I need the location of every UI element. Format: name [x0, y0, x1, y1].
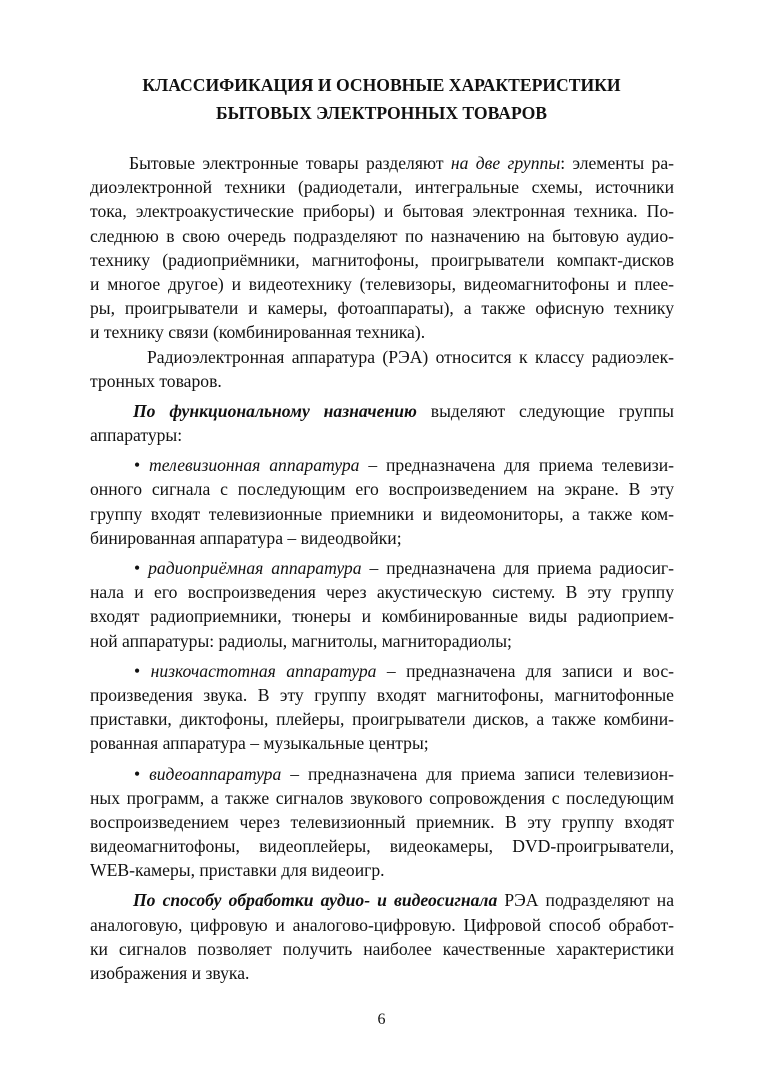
paragraph-signal-processing: [90, 888, 674, 985]
bullet-icon: •: [134, 455, 141, 476]
text-line: • видеоаппаратура – предназначена для приема записи телевизион-: [134, 763, 674, 784]
text-line: изображения и звука.: [90, 963, 250, 983]
term: низкочастотная аппаратура: [150, 660, 377, 681]
term: видеоаппаратура: [149, 763, 282, 784]
list-item: [90, 659, 674, 756]
emphasis: на две группы: [450, 153, 561, 173]
text-line: • низкочастотная аппаратура – предназначена для записи и вос-: [134, 660, 674, 681]
bullet-icon: •: [134, 660, 141, 681]
text-line: бинированная аппаратура – видеодвойки;: [90, 527, 402, 548]
page-title: [90, 71, 673, 127]
text-line: По функциональному назначению выделяют следующие группы: [133, 400, 674, 421]
text-line: и технику связи (комбинированная техника).: [90, 322, 426, 343]
paragraph-rea: [90, 345, 674, 393]
text-line: • телевизионная аппаратура – предназначена для приема телевизи-: [134, 455, 674, 476]
text-line: Бытовые электронные товары разделяют на две группы: элементы ра-: [129, 153, 674, 173]
text-line: Радиоэлектронная аппаратура (РЭА) относится к классу радиоэлек-: [147, 346, 674, 367]
text-line: приставки, диктофоны, плейеры, проигрыватели дисков, а также комбини-: [90, 709, 674, 730]
text-line: онного сигнала с последующим его воспроизведением на экране. В эту: [90, 479, 674, 500]
text-line: технику (радиоприёмники, магнитофоны, проигрыватели компакт-дисков: [90, 249, 674, 270]
list-item: [90, 453, 674, 550]
text-line: аппаратуры:: [90, 425, 183, 446]
section-heading: По способу обработки аудио- и видеосигнала: [133, 890, 498, 911]
text-line: тока, электроакустические приборы) и бытовая электронная техника. По-: [90, 201, 674, 222]
paragraph-intro: [90, 151, 674, 345]
text-line: воспроизведением через телевизионный приемник. В эту группу входят: [90, 811, 674, 832]
bullet-icon: •: [134, 558, 141, 578]
list-item: [90, 762, 674, 883]
text-line: ки сигналов позволяет получить наиболее качественные характеристики: [90, 938, 674, 959]
text-line: аналоговую, цифровую и аналогово-цифровую. Цифровой способ обработ-: [90, 914, 674, 935]
text-line: группу входят телевизионные приемники и видеомониторы, а также ком-: [90, 503, 674, 524]
text-line: видеомагнитофоны, видеоплейеры, видеокамеры, DVD-проигрыватели,: [90, 836, 674, 857]
title-line-2: БЫТОВЫХ ЭЛЕКТРОННЫХ ТОВАРОВ: [215, 103, 548, 123]
text-line: и многое другое) и видеотехнику (телевизоры, видеомагнитофоны и плее-: [90, 273, 674, 294]
text-line: нала и его воспроизведения через акустическую систему. В эту группу: [90, 582, 674, 603]
page-number: 6: [377, 1011, 386, 1028]
text-line: тронных товаров.: [90, 370, 222, 391]
text-line: входят радиоприемники, тюнеры и комбинированные виды радиоприем-: [90, 606, 674, 627]
text-line: WEB-камеры, приставки для видеоигр.: [90, 860, 385, 881]
list-item: [90, 556, 674, 653]
paragraph-functional: [90, 399, 674, 447]
text-line: следнюю в свою очередь подразделяют по назначению на бытовую аудио-: [90, 225, 674, 246]
section-heading: По функциональному назначению: [133, 400, 417, 421]
text-line: рованная аппаратура – музыкальные центры;: [90, 733, 429, 754]
body-text: [90, 151, 674, 985]
text-line: произведения звука. В эту группу входят магнитофоны, магнитофонные: [90, 684, 674, 705]
bullet-icon: •: [134, 763, 141, 784]
text-line: По способу обработки аудио- и видеосигнала РЭА подразделяют на: [133, 890, 674, 911]
text-line: ных программ, а также сигналов звукового сопровождения с последующим: [90, 787, 674, 808]
text-line: ры, проигрыватели и камеры, фотоаппараты), а также офисную технику: [90, 298, 674, 319]
text-line: ной аппаратуры: радиолы, магнитолы, магниторадиолы;: [90, 630, 512, 651]
text-line: • радиоприёмная аппаратура – предназначена для приема радиосиг-: [134, 558, 674, 578]
text-line: диоэлектронной техники (радиодетали, интегральные схемы, источники: [90, 177, 674, 198]
title-line-1: КЛАССИФИКАЦИЯ И ОСНОВНЫЕ ХАРАКТЕРИСТИКИ: [142, 75, 621, 95]
term: телевизионная аппаратура: [149, 455, 360, 476]
term: радиоприёмная аппаратура: [148, 558, 362, 578]
